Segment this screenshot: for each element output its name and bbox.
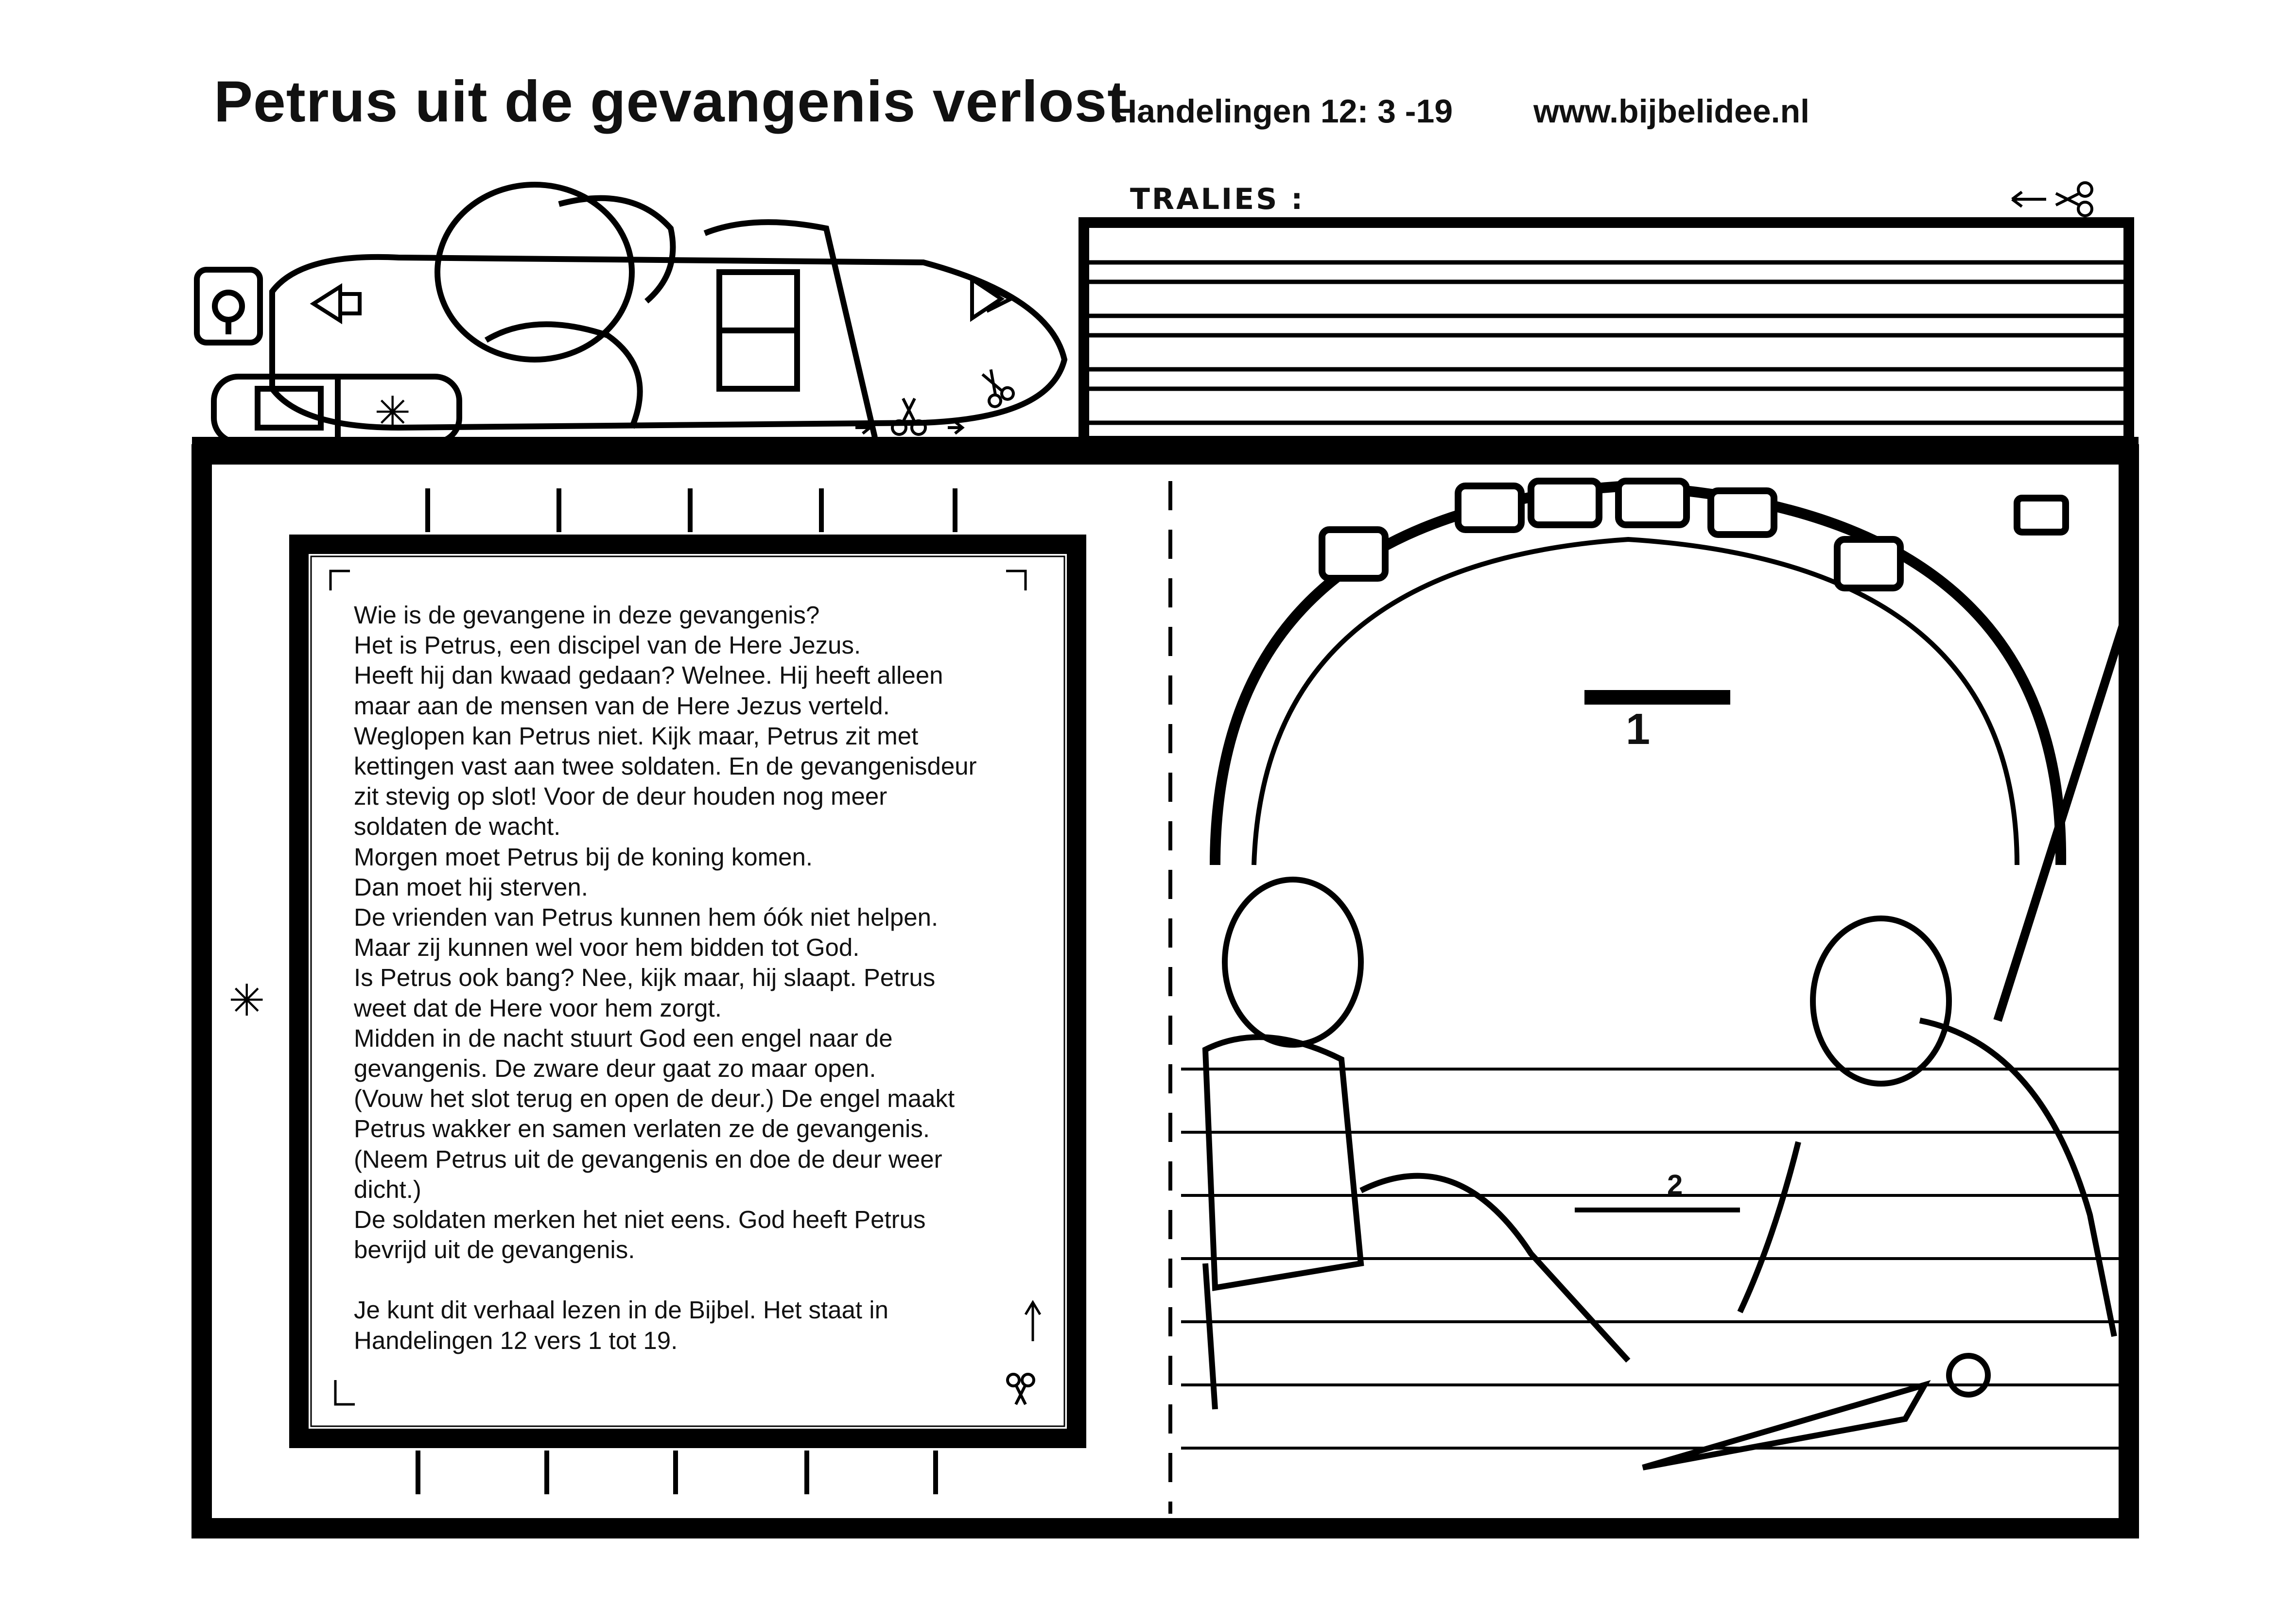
story-line: De soldaten merken het niet eens. God heeft Petrus xyxy=(354,1206,926,1234)
story-line: Petrus wakker en samen verlaten ze de gevangenis. xyxy=(354,1115,930,1143)
asterisk-icon: ✳ xyxy=(228,975,265,1026)
story-line: Morgen moet Petrus bij de koning komen. xyxy=(354,843,813,871)
story-line: soldaten de wacht. xyxy=(354,812,561,841)
bible-reference: Handelingen 12: 3 -19 xyxy=(1113,93,1453,130)
story-line: Dan moet hij sterven. xyxy=(354,873,588,901)
scissors-icon xyxy=(975,365,1016,409)
bars-frame xyxy=(1084,223,2129,441)
marker-1-bar xyxy=(1584,690,1730,705)
story-line: Het is Petrus, een discipel van de Here Jezus. xyxy=(354,631,861,659)
story-line: gevangenis. De zware deur gaat zo maar open. xyxy=(354,1054,876,1083)
story-line: (Vouw het slot terug en open de deur.) De engel maakt xyxy=(354,1085,955,1113)
website-url[interactable]: www.bijbelidee.nl xyxy=(1533,93,1810,130)
bars-label: TRALIES : xyxy=(1130,182,1305,216)
scissors-icon xyxy=(1008,1374,1034,1404)
scissors-icon xyxy=(2012,183,2092,216)
asterisk-icon: ✳ xyxy=(374,387,411,438)
story-line: Heeft hij dan kwaad gedaan? Welnee. Hij heeft alleen xyxy=(354,661,943,690)
story-text xyxy=(354,600,1025,1356)
soldier-right xyxy=(1740,607,2129,1336)
story-line: bevrijd uit de gevangenis. xyxy=(354,1236,635,1264)
lock-icon xyxy=(197,270,260,343)
story-line: kettingen vast aan twee soldaten. En de gevangenisdeur xyxy=(354,752,977,780)
marker-1-label: 1 xyxy=(1626,705,1651,754)
story-closing-line: Je kunt dit verhaal lezen in de Bijbel. Het staat in xyxy=(354,1296,888,1324)
page-title: Petrus uit de gevangenis verlost xyxy=(214,69,1128,134)
sword-icon xyxy=(1643,1356,1988,1468)
story-line: (Neem Petrus uit de gevangenis en doe de deur weer xyxy=(354,1145,942,1173)
marker-2-label: 2 xyxy=(1667,1169,1683,1201)
key-plate xyxy=(214,377,459,442)
story-line: Midden in de nacht stuurt God een engel naar de xyxy=(354,1024,893,1052)
stone-arch xyxy=(1215,481,2066,865)
story-line: Weglopen kan Petrus niet. Kijk maar, Petrus zit met xyxy=(354,722,919,750)
story-line: weet dat de Here voor hem zorgt. xyxy=(354,994,722,1022)
story-line: maar aan de mensen van de Here Jezus verteld. xyxy=(354,691,890,720)
story-line: zit stevig op slot! Voor de deur houden nog meer xyxy=(354,782,887,811)
story-line: Maar zij kunnen wel voor hem bidden tot God. xyxy=(354,933,860,962)
prison-bars xyxy=(1089,262,2124,423)
soldier-left xyxy=(1205,880,1628,1409)
story-line: De vrienden van Petrus kunnen hem óók niet helpen. xyxy=(354,903,939,932)
story-line: Is Petrus ook bang? Nee, kijk maar, hij slaapt. Petrus xyxy=(354,964,936,992)
story-line: Wie is de gevangene in deze gevangenis? xyxy=(354,601,820,629)
corner-marker-icon xyxy=(335,1380,355,1404)
corner-marker-icon xyxy=(330,571,350,590)
story-closing-line: Handelingen 12 vers 1 tot 19. xyxy=(354,1326,678,1354)
story-line: dicht.) xyxy=(354,1175,421,1203)
corner-marker-icon xyxy=(1006,571,1026,590)
top-tick-marks xyxy=(428,488,955,532)
arrow-up-icon xyxy=(1026,1302,1040,1341)
bottom-tick-marks xyxy=(418,1451,936,1494)
